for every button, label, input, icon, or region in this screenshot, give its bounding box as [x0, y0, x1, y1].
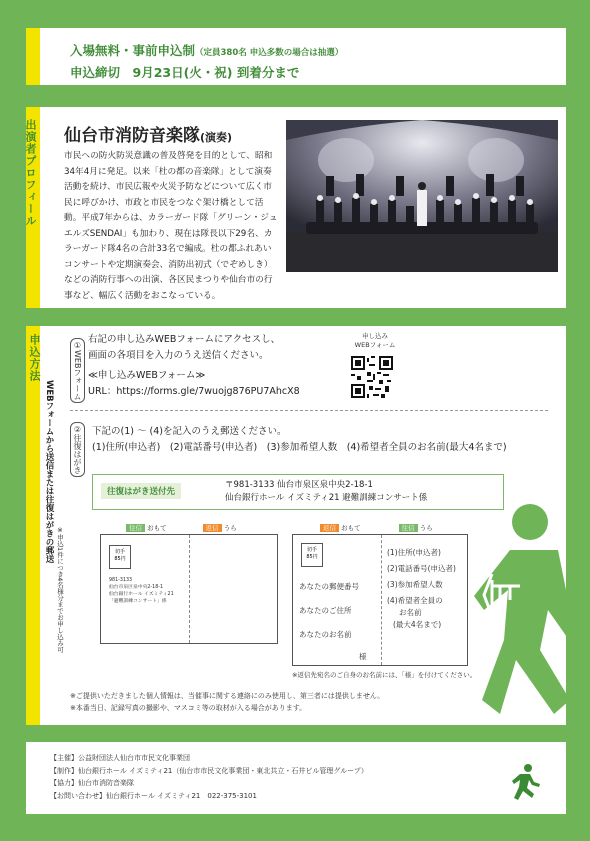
qr-code[interactable]	[351, 356, 393, 398]
apply-subtitle: WEBフォームから送信または往復はがきの郵送	[44, 380, 54, 564]
form-url-link[interactable]: URL：https://forms.gle/7wuojg876PU7AhcX8	[88, 386, 300, 397]
performer-profile	[26, 107, 566, 308]
apply-section-label: 申込方法	[28, 334, 41, 382]
credits: 【主催】公益財団法人仙台市市民文化事業団 【制作】仙台銀行ホール イズミティ21（仙台市市民文化事業団・東北共立・石井ビル管理グループ） 【協力】仙台市消防音楽隊 【お問い合わせ】仙台銀行ホール イズミティ21 022-375-3101	[50, 754, 368, 800]
accent-bar	[26, 28, 40, 85]
postcard-instructions: 下記の(1) 〜 (4)を記入のうえ郵送ください。 (1)住所(申込者) (2)電話番号(申込者) (3)参加希望人数 (4)希望者全員のお名前(最大4名まで)	[92, 426, 507, 453]
stamp-box: 切手 85円	[301, 543, 323, 567]
card1-address: 981-3133 仙台市泉区泉中央2-18-1 仙台銀行ホール イズミティ21 「避難訓練コンサート」係	[109, 578, 174, 604]
postcard-outgoing-diagram	[100, 534, 278, 644]
section-divider	[70, 410, 548, 411]
admission-info: 入場無料・事前申込制（定員380名 申込多数の場合は抽選）	[70, 43, 344, 58]
mailing-address-box	[92, 474, 504, 510]
deadline-info: 申込締切 9月23日(火・祝) 到着分まで	[70, 65, 300, 80]
apply-note: ※申込1件につき4名様分までお申し込み可	[56, 526, 64, 653]
fold-line	[381, 535, 382, 665]
profile-section-label: 出演者プロフィール	[24, 119, 37, 227]
method2-tag: ②往復はがき	[70, 422, 85, 477]
mailing-address: 〒981-3133 仙台市泉区泉中央2-18-1 仙台銀行ホール イズミティ21 避難訓練コンサート係	[225, 480, 428, 503]
web-instructions: 右記の申し込みWEBフォームにアクセスし、 画面の各項目を入力のうえ送信ください。 ≪申し込みWEBフォーム≫ URL：https://forms.gle/7wuojg876PU7AhcX8	[88, 332, 300, 400]
performer-name: 仙台市消防音楽隊(演奏)	[64, 126, 233, 146]
performer-description: 市民への防火防災意識の普及啓発を目的として、昭和34年4月に発足。以来「杜の都の音楽隊」として演奏活動を続け、市民広報や火災予防などについて広く市民に呼びかけ、市政と市民をつなぐ架け橋として活動。平成7年からは、カラーガード隊「グリーン・ジュエルズSENDAI」も加わり、現在は隊長以下29名、カラーガード隊4名の合計33名で編成。杜の都ふれあいコンサートや定期演奏会、消防出初式（でぞめしき）などの消防行事への出演、各区民まつりや仙台市の行事など、幅広く活動をおこなっている。	[64, 151, 278, 301]
fold-line	[189, 535, 190, 643]
privacy-notes: ※ご提供いただきました個人情報は、当催事に関する連絡にのみ使用し、第三者には提供しません。 ※本番当日、記録写真の撮影や、マスコミ等の取材が入る場合があります。	[70, 692, 385, 712]
exit-runner-icon	[502, 762, 542, 802]
qr-caption: 申し込み WEBフォーム	[354, 332, 396, 349]
band-photo	[286, 120, 558, 272]
postcard-reply-diagram: 切手 85円 あなたの郵便番号 あなたのご住所 あなたのお名前 様 (1)住所(申込者) (2)電話番号(申込者) (3)参加希望人数 (4)希望者全員の お名前 (最大4名まで)	[292, 534, 468, 666]
method1-tag: ①WEBフォーム	[70, 338, 85, 403]
footer-credits	[26, 742, 566, 814]
accent-bar	[26, 326, 40, 725]
card2-tags: 返信 おもて 往信 うら	[320, 523, 433, 532]
address-label: 往復はがき送付先	[101, 483, 181, 499]
card1-tags: 往信 おもて 返信 うら	[126, 523, 237, 532]
card-note: ※返信先宛名のご自身のお名前には、「様」を付けてください。	[292, 671, 477, 679]
admission-banner	[26, 28, 566, 85]
stamp-box: 切手 85円	[109, 545, 131, 569]
exit-runner-trumpet-icon	[470, 500, 590, 730]
